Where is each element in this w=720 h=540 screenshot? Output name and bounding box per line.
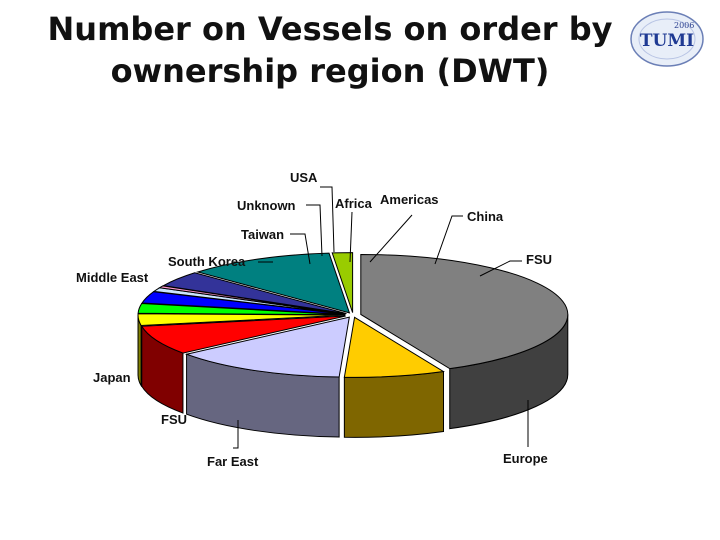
- pie-slice-side-south-korea-4: [138, 315, 141, 385]
- slice-label-europe-12: Europe: [503, 451, 548, 466]
- slice-label-unknown-1: Unknown: [237, 198, 296, 213]
- slice-label-japan-9: Japan: [93, 370, 131, 385]
- slice-label-middle-east-8: Middle East: [76, 270, 149, 285]
- leader-line-unknown-1: [306, 205, 322, 256]
- title-line-1: Number on Vessels on order by: [47, 10, 613, 48]
- leader-line-china-4: [435, 216, 463, 264]
- pie-slices: [138, 253, 568, 438]
- slice-label-usa-0: USA: [290, 170, 318, 185]
- slice-label-far-east-11: Far East: [207, 454, 259, 469]
- logo-name: TUMI: [639, 31, 695, 51]
- slice-label-fsu-7: FSU: [526, 252, 552, 267]
- slice-label-americas-3: Americas: [380, 192, 439, 207]
- slice-label-taiwan-5: Taiwan: [241, 227, 285, 242]
- leader-line-usa-0: [320, 187, 334, 252]
- slice-label-china-4: China: [467, 209, 504, 224]
- title-line-2: ownership region (DWT): [110, 52, 550, 90]
- pie-slice-side-fsu-1: [344, 372, 443, 438]
- slice-label-africa-2: Africa: [335, 196, 372, 211]
- logo-year: 2006: [674, 21, 695, 30]
- slice-label-fsu-10: FSU: [161, 412, 187, 427]
- slice-label-south-korea-6: South Korea: [168, 254, 246, 269]
